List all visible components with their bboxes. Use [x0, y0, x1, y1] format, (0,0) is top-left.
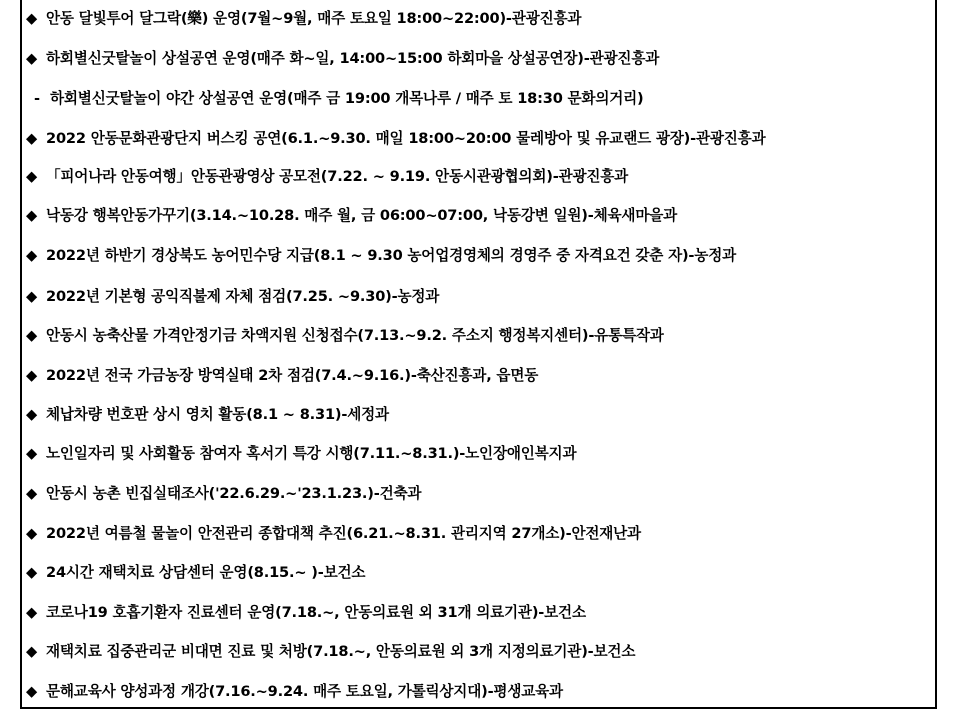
diamond-bullet-icon: ◆ [26, 207, 38, 224]
item-text: 2022년 하반기 경상북도 농어민수당 지급(8.1 ~ 9.30 농어업경영체의 경영주 중 자격요건 갖춘 자)-농정과 [46, 247, 736, 264]
item-text: 노인일자리 및 사회활동 참여자 혹서기 특강 시행(7.11.~8.31.)-노인장애인복지과 [46, 445, 577, 462]
diamond-bullet-icon: ◆ [26, 445, 38, 462]
list-item-sub [34, 80, 644, 118]
item-text: 코로나19 호흡기환자 진료센터 운영(7.18.~, 안동의료원 외 31개 의료기관)-보건소 [46, 604, 586, 621]
diamond-bullet-icon: ◆ [26, 485, 38, 502]
item-text: 하회별신굿탈놀이 야간 상설공연 운영(매주 금 19:00 개목나루 / 매주 토 18:30 문화의거리) [50, 90, 644, 107]
diamond-bullet-icon: ◆ [26, 327, 38, 344]
item-text: 안동시 농촌 빈집실태조사('22.6.29.~'23.1.23.)-건축과 [46, 485, 422, 502]
item-text: 재택치료 집중관리군 비대면 진료 및 처방(7.18.~, 안동의료원 외 3개 지정의료기관)-보건소 [46, 643, 636, 660]
list-item [26, 278, 439, 316]
diamond-bullet-icon: ◆ [26, 406, 38, 423]
list-item [26, 435, 576, 473]
list-item [26, 197, 677, 235]
list-item [26, 515, 641, 553]
diamond-bullet-icon: ◆ [26, 367, 38, 384]
list-item [26, 158, 628, 196]
list-item [26, 317, 664, 355]
item-text: 안동시 농축산물 가격안정기금 차액지원 신청접수(7.13.~9.2. 주소지 행정복지센터)-유통특작과 [46, 327, 664, 344]
dash-bullet-icon: - [34, 90, 40, 107]
diamond-bullet-icon: ◆ [26, 10, 38, 27]
item-text: 2022 안동문화관광단지 버스킹 공연(6.1.~9.30. 매일 18:00~20:00 물레방아 및 유교랜드 광장)-관광진흥과 [46, 130, 766, 147]
list-item [26, 554, 365, 592]
item-text: 2022년 기본형 공익직불제 자체 점검(7.25. ~9.30)-농정과 [46, 288, 440, 305]
item-text: 문해교육사 양성과정 개강(7.16.~9.24. 매주 토요일, 가톨릭상지대)-평생교육과 [46, 683, 563, 700]
diamond-bullet-icon: ◆ [26, 288, 38, 305]
list-item [26, 0, 581, 38]
diamond-bullet-icon: ◆ [26, 168, 38, 185]
list-item [26, 396, 389, 434]
diamond-bullet-icon: ◆ [26, 50, 38, 67]
diamond-bullet-icon: ◆ [26, 130, 38, 147]
item-text: 2022년 전국 가금농장 방역실태 2차 점검(7.4.~9.16.)-축산진흥과, 읍면동 [46, 367, 539, 384]
item-text: 2022년 여름철 물놀이 안전관리 종합대책 추진(6.21.~8.31. 관리지역 27개소)-안전재난과 [46, 525, 641, 542]
item-text: 「피어나라 안동여행」안동관광영상 공모전(7.22. ~ 9.19. 안동시관광협의회)-관광진흥과 [46, 168, 629, 185]
item-text: 낙동강 행복안동가꾸기(3.14.~10.28. 매주 월, 금 06:00~07:00, 낙동강변 일원)-체육새마을과 [46, 207, 678, 224]
list-item [26, 475, 421, 513]
list-item [26, 40, 659, 78]
item-text: 안동 달빛투어 달그락(樂) 운영(7월~9월, 매주 토요일 18:00~22:00)-관광진흥과 [46, 10, 582, 27]
list-item [26, 120, 765, 158]
list-item [26, 673, 563, 711]
diamond-bullet-icon: ◆ [26, 683, 38, 700]
diamond-bullet-icon: ◆ [26, 247, 38, 264]
diamond-bullet-icon: ◆ [26, 564, 38, 581]
diamond-bullet-icon: ◆ [26, 643, 38, 660]
item-text: 하회별신굿탈놀이 상설공연 운영(매주 화~일, 14:00~15:00 하회마을 상설공연장)-관광진흥과 [46, 50, 660, 67]
list-item [26, 594, 586, 632]
list-item [26, 633, 635, 671]
diamond-bullet-icon: ◆ [26, 525, 38, 542]
list-item [26, 357, 538, 395]
item-text: 24시간 재택치료 상담센터 운영(8.15.~ )-보건소 [46, 564, 366, 581]
item-text: 체납차량 번호판 상시 영치 활동(8.1 ~ 8.31)-세정과 [46, 406, 389, 423]
list-item [26, 237, 736, 275]
diamond-bullet-icon: ◆ [26, 604, 38, 621]
